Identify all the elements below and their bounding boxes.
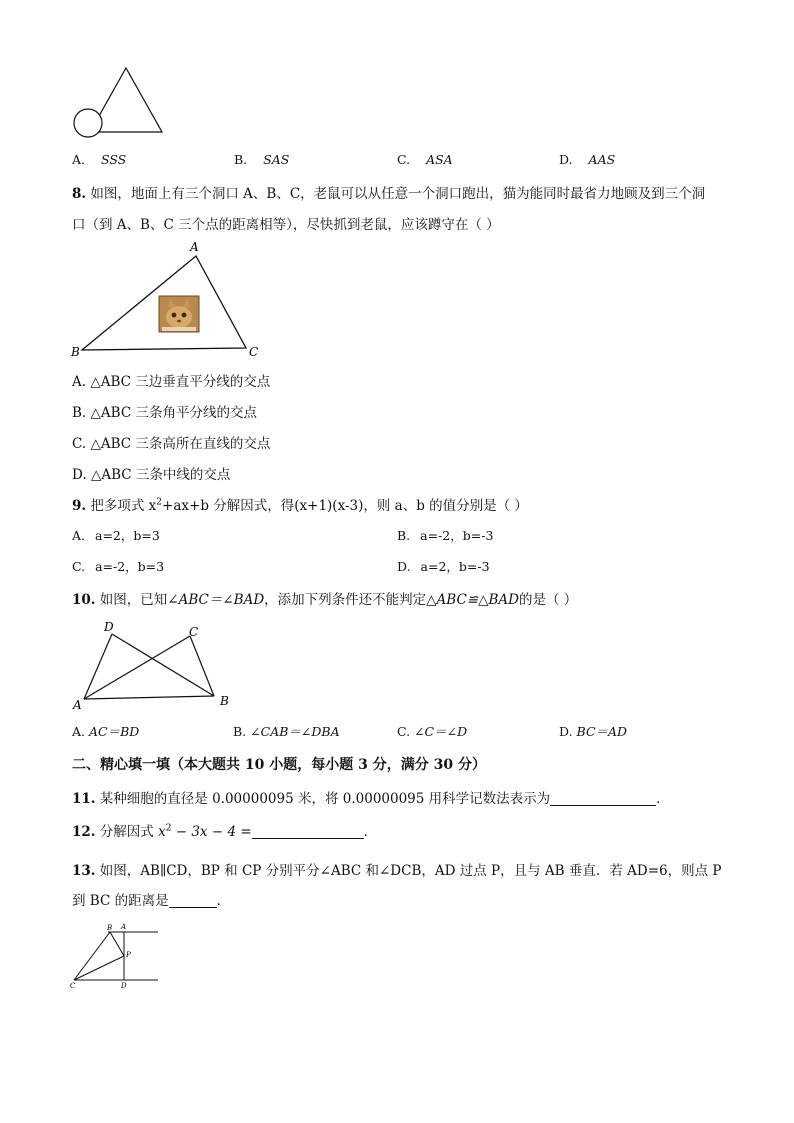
- q8-option-d[interactable]: D. △ABC 三条中线的交点: [72, 467, 231, 483]
- q10-text: 10. 如图，已知∠ABC＝∠BAD，添加下列条件还不能判定△ABC≌△BAD的是（ ）: [72, 592, 578, 608]
- q10-line-ab: [84, 696, 214, 699]
- q13-label-d: D: [121, 982, 127, 990]
- q10-label-b: B: [220, 694, 229, 708]
- q13-line-bp: [110, 932, 124, 956]
- q12-text: 12. 分解因式 $x^2 - 3x - 4$ = ．: [72, 823, 378, 840]
- q7-option-c[interactable]: C. ASA: [397, 152, 453, 167]
- q8-text-line1: 8. 如图，地面上有三个洞口 A、B、C，老鼠可以从任意一个洞口跑出，猫为能同时最省力地顾及到三个洞: [72, 186, 706, 202]
- q13-figure: [66, 920, 166, 992]
- q8-option-a[interactable]: A. △ABC 三边垂直平分线的交点: [72, 374, 271, 390]
- q10-option-b[interactable]: B. ∠CAB＝∠DBA: [233, 724, 340, 739]
- q10-line-bc: [190, 636, 214, 696]
- q13-label-p: P: [126, 951, 131, 959]
- q8-text-line2: 口（到 A、B、C 三个点的距离相等），尽快抓到老鼠，应该蹲守在（ ）: [72, 217, 500, 233]
- q7-circle: [74, 109, 102, 137]
- q8-option-b[interactable]: B. △ABC 三条角平分线的交点: [72, 405, 257, 421]
- q13-label-b: B: [107, 924, 113, 932]
- q10-label-d: D: [104, 620, 114, 634]
- q11-answer-blank[interactable]: [550, 791, 656, 806]
- q13-text-line2: 到 BC 的距离是 ．: [72, 893, 231, 909]
- q9-text: 9. 把多项式 $x^2+ax+b$ 分解因式，得(x+1)(x-3)，则 a、b 的值分别是（ ）: [72, 497, 528, 514]
- section-2-title: 二、精心填一填（本大题共 10 小题，每小题 3 分，满分 30 分）: [72, 757, 486, 773]
- q13-label-a: A: [121, 923, 127, 931]
- q10-figure: [68, 616, 238, 714]
- q9-option-d[interactable]: D. a=2，b=-3: [397, 559, 490, 574]
- q13-answer-blank[interactable]: [169, 893, 217, 908]
- q8-figure: [68, 238, 268, 362]
- q10-option-a[interactable]: A. AC＝BD: [72, 724, 140, 739]
- q8-label-a: A: [190, 240, 199, 254]
- q13-text-line1: 13. 如图，AB∥CD，BP 和 CP 分别平分∠ABC 和∠DCB，AD 过点 P，且与 AB 垂直．若 AD=6，则点 P: [72, 863, 722, 879]
- q9-option-b[interactable]: B. a=-2，b=-3: [397, 528, 494, 543]
- q10-option-c[interactable]: C. ∠C＝∠D: [397, 724, 468, 739]
- q9-option-a[interactable]: A. a=2，b=3: [72, 528, 160, 543]
- q7-option-d[interactable]: D. AAS: [559, 152, 616, 167]
- q10-option-d[interactable]: D. BC＝AD: [559, 724, 628, 739]
- q8-option-c[interactable]: C. △ABC 三条高所在直线的交点: [72, 436, 271, 452]
- q8-label-b: B: [71, 345, 80, 359]
- q10-line-bd: [112, 634, 214, 696]
- q9-option-c[interactable]: C. a=-2，b=3: [72, 559, 165, 574]
- q10-line-ad: [84, 634, 112, 699]
- q12-answer-blank[interactable]: [252, 824, 364, 839]
- q10-label-a: A: [73, 698, 82, 712]
- q7-figure: [70, 62, 170, 142]
- q7-option-a[interactable]: A. SSS: [72, 152, 127, 167]
- q11-text: 11. 某种细胞的直径是 0.00000095 米，将 0.00000095 用科学记数法表示为 ．: [72, 791, 670, 807]
- q7-option-b[interactable]: B. SAS: [234, 152, 290, 167]
- q8-label-c: C: [249, 345, 259, 359]
- q10-label-c: C: [189, 625, 199, 639]
- q13-line-cp: [74, 956, 124, 980]
- cat-icon: [159, 296, 199, 332]
- q13-line-bc: [74, 932, 110, 980]
- q10-line-ac: [84, 636, 190, 699]
- q13-label-c: C: [70, 982, 76, 990]
